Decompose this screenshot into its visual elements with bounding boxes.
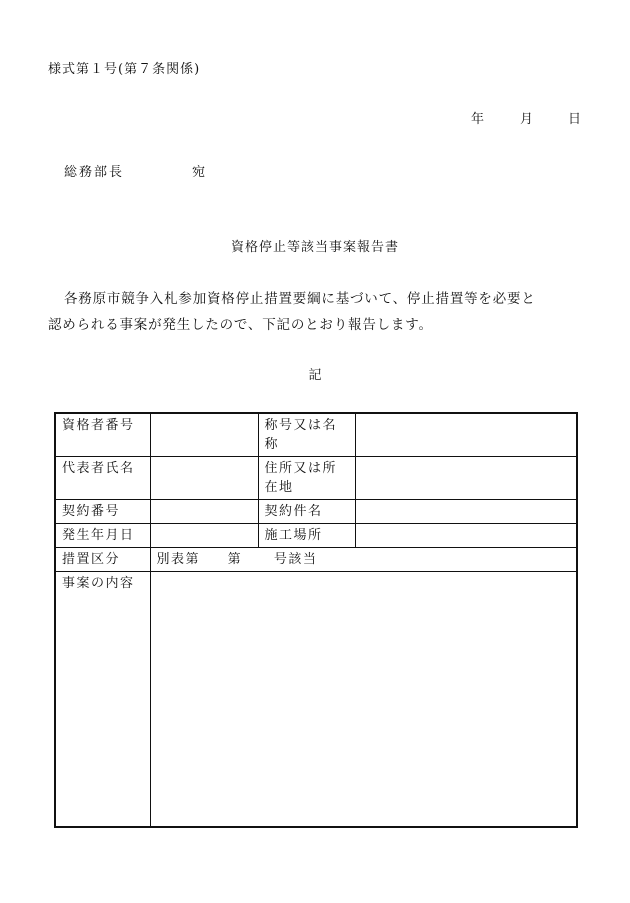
date-day-label: 日: [568, 112, 582, 127]
content-value[interactable]: [150, 572, 577, 828]
trade-name-value[interactable]: [355, 413, 577, 457]
contract-number-label: 契約番号: [55, 500, 150, 524]
form-number: 様式第１号(第７条関係): [48, 62, 201, 77]
representative-label: 代表者氏名: [55, 457, 150, 500]
address-value[interactable]: [355, 457, 577, 500]
table-row: [55, 548, 577, 572]
trade-name-label: 称号又は名称: [258, 413, 355, 457]
content-label: 事案の内容: [55, 572, 150, 828]
date-year-label: 年: [471, 112, 485, 127]
recipient-suffix: 宛: [192, 165, 206, 180]
table-row: [55, 500, 577, 524]
ki-heading: 記: [308, 368, 322, 383]
table-row: [55, 524, 577, 548]
measure-part-1: 別表第: [156, 552, 201, 567]
qualification-number-value[interactable]: [150, 413, 258, 457]
occurrence-date-label: 発生年月日: [55, 524, 150, 548]
date-month-label: 月: [520, 112, 534, 127]
body-line-2: 認められる事案が発生したので、下記のとおり報告します。: [48, 317, 433, 333]
representative-value[interactable]: [150, 457, 258, 500]
table-row: [55, 413, 577, 457]
table-row: [55, 572, 577, 828]
construction-site-value[interactable]: [355, 524, 577, 548]
occurrence-date-value[interactable]: [150, 524, 258, 548]
recipient-name: 総務部長: [64, 165, 125, 180]
document-title: 資格停止等該当事案報告書: [230, 240, 399, 255]
report-table: [54, 412, 578, 828]
measure-part-3: 号該当: [273, 552, 318, 567]
contract-number-value[interactable]: [150, 500, 258, 524]
measure-value[interactable]: [150, 548, 577, 572]
measure-part-2: 第: [227, 552, 243, 567]
construction-site-label: 施工場所: [258, 524, 355, 548]
measure-label: 措置区分: [55, 548, 150, 572]
contract-name-label: 契約件名: [258, 500, 355, 524]
body-line-1: 各務原市競争入札参加資格停止措置要綱に基づいて、停止措置等を必要と: [64, 291, 536, 307]
address-label: 住所又は所在地: [258, 457, 355, 500]
contract-name-value[interactable]: [355, 500, 577, 524]
qualification-number-label: 資格者番号: [55, 413, 150, 457]
document-body: [48, 286, 582, 338]
table-row: [55, 457, 577, 500]
